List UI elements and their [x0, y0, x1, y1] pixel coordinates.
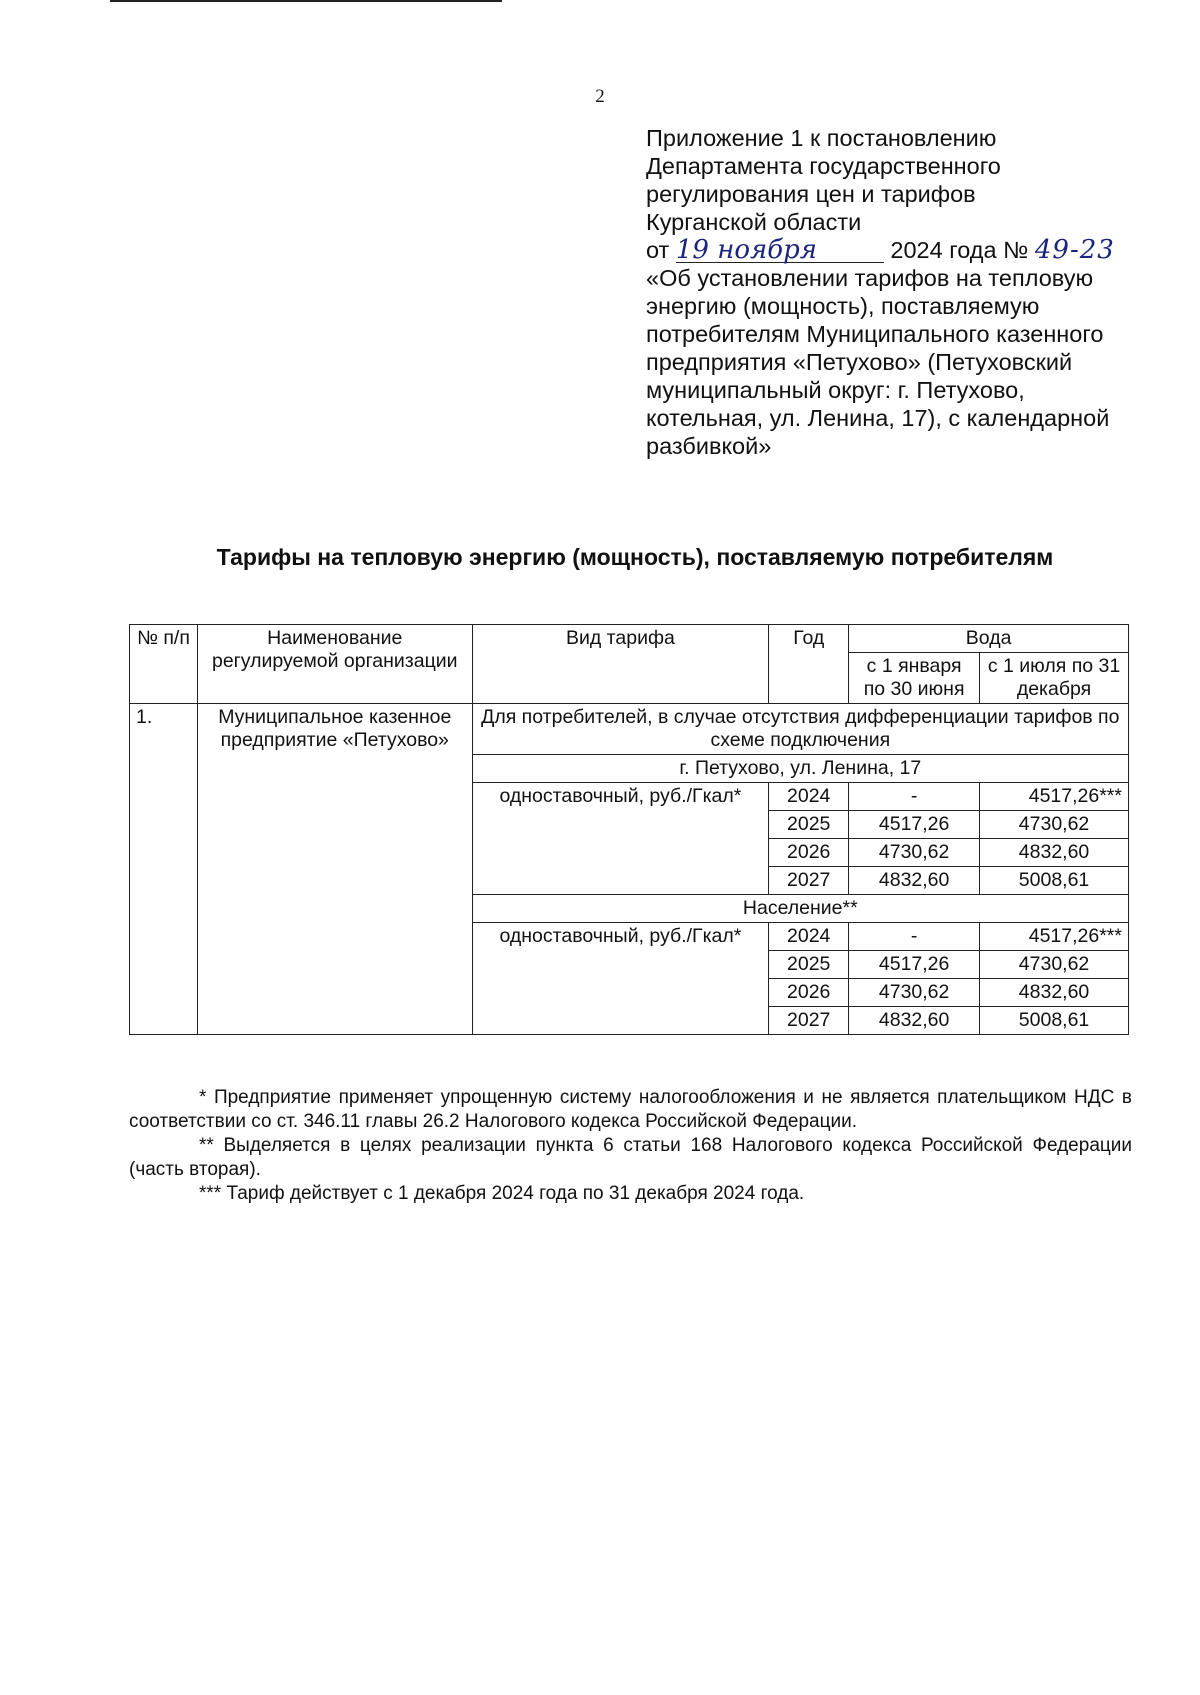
value-cell: -	[849, 923, 980, 951]
from-prefix: от	[646, 237, 670, 263]
year-cell: 2027	[769, 867, 849, 895]
header-year: Год	[769, 625, 849, 704]
appendix-date-line	[646, 236, 1166, 264]
appendix-line: Курганской области	[646, 209, 862, 235]
handwritten-date: 19 ноября	[676, 238, 884, 263]
header-num: № п/п	[130, 625, 198, 704]
value-cell: 5008,61	[980, 867, 1129, 895]
appendix-subject-line: «Об установлении тарифов на тепловую	[646, 265, 1094, 291]
value-cell: 4517,26***	[980, 783, 1129, 811]
year-cell: 2026	[769, 839, 849, 867]
document-title: Тарифы на тепловую энергию (мощность), поставляемую потребителям	[216, 544, 1054, 570]
handwritten-number: 49-23	[1034, 235, 1115, 265]
header-water: Вода	[849, 625, 1129, 653]
value-cell: 4517,26	[849, 811, 980, 839]
appendix-subject-line: энергию (мощность), поставляемую	[646, 293, 1040, 319]
year-cell: 2026	[769, 979, 849, 1007]
year-text: 2024 года №	[890, 237, 1029, 263]
appendix-line: регулирования цен и тарифов	[646, 181, 976, 207]
value-cell: 4832,60	[849, 867, 980, 895]
value-cell: -	[849, 783, 980, 811]
footnotes	[129, 1086, 1132, 1206]
year-cell: 2027	[769, 1007, 849, 1035]
header-tariff-type: Вид тарифа	[472, 625, 769, 704]
year-cell: 2024	[769, 923, 849, 951]
appendix-block	[646, 124, 1166, 460]
appendix-subject-line: муниципальный округ: г. Петухово,	[646, 377, 1025, 403]
section1-title: Для потребителей, в случае отсутствия дифференциации тарифов по схеме подключения	[472, 704, 1128, 755]
footnote: *** Тариф действует с 1 декабря 2024 года по 31 декабря 2024 года.	[199, 1183, 805, 1204]
table-row	[130, 704, 1129, 755]
header-period1: с 1 января по 30 июня	[849, 653, 980, 704]
section2-tariff: одноставочный, руб./Гкал*	[472, 923, 769, 1035]
top-rule	[110, 0, 502, 2]
value-cell: 4517,26	[849, 951, 980, 979]
tariff-table	[129, 624, 1129, 1035]
location: г. Петухово, ул. Ленина, 17	[472, 755, 1128, 783]
appendix-subject-line: предприятия «Петухово» (Петуховский	[646, 349, 1073, 375]
org-name: Муниципальное казенное предприятие «Петухово»	[197, 704, 472, 1035]
appendix-subject-line: котельная, ул. Ленина, 17), с календарной	[646, 405, 1110, 431]
value-cell: 5008,61	[980, 1007, 1129, 1035]
value-cell: 4832,60	[849, 1007, 980, 1035]
appendix-line: Департамента государственного	[646, 153, 1001, 179]
section2-title: Население**	[472, 895, 1128, 923]
appendix-subject-line: разбивкой»	[646, 433, 772, 459]
appendix-subject-line: потребителям Муниципального казенного	[646, 321, 1104, 347]
row-num: 1.	[130, 704, 198, 1035]
header-org: Наименование регулируемой организации	[197, 625, 472, 704]
page-number: 2	[595, 86, 605, 107]
year-cell: 2025	[769, 951, 849, 979]
header-period2: с 1 июля по 31 декабря	[980, 653, 1129, 704]
value-cell: 4730,62	[849, 979, 980, 1007]
value-cell: 4517,26***	[980, 923, 1129, 951]
footnote: * Предприятие применяет упрощенную систему налогообложения и не является плательщиком НДС в соответствии со ст. 346.11 главы 26.2 Налогового кодекса Российской Федерации.	[129, 1087, 1132, 1132]
year-cell: 2024	[769, 783, 849, 811]
appendix-line: Приложение 1 к постановлению	[646, 125, 997, 151]
footnote: ** Выделяется в целях реализации пункта 6 статьи 168 Налогового кодекса Российской Федерации (часть вторая).	[129, 1135, 1132, 1180]
header-row	[130, 625, 1129, 653]
value-cell: 4832,60	[980, 979, 1129, 1007]
value-cell: 4730,62	[980, 951, 1129, 979]
section1-tariff: одноставочный, руб./Гкал*	[472, 783, 769, 895]
value-cell: 4730,62	[849, 839, 980, 867]
year-cell: 2025	[769, 811, 849, 839]
value-cell: 4832,60	[980, 839, 1129, 867]
value-cell: 4730,62	[980, 811, 1129, 839]
